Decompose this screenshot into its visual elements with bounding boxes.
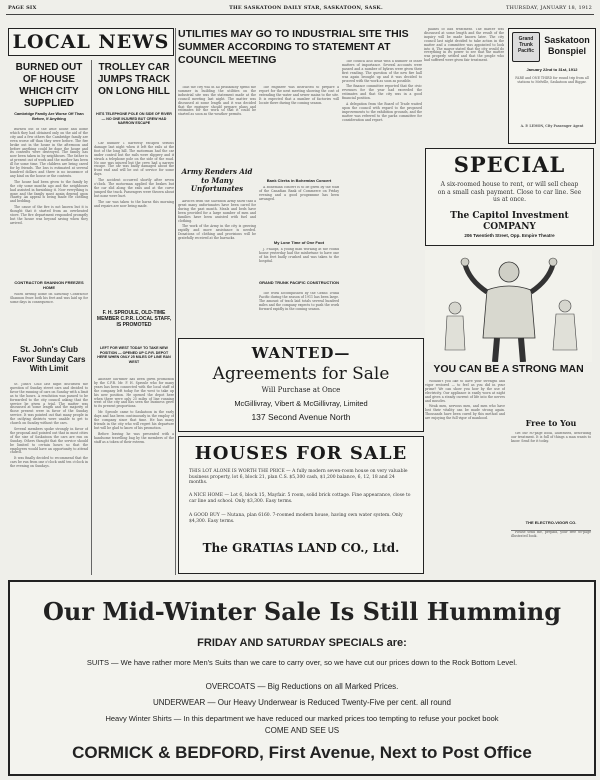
- trolley-article: Car number 1 narrowly escaped serious damage last night when it left the rails at the foot of the long hill. The motorman had the car under control but the rails were slippery and it struck a telephone pole on the side of the road. No one was injured but the crew had a narrow escape. The car was badly damaged about the front end and will be out of service for some days. The accident occurred shortly after seven o'clock. The motorman applied the brakes but the car slid along the rails and at the curve jumped the track. Passengers were thrown about but none were hurt. The car was taken to the barns this morning and repairs are now being made.: [94, 142, 174, 208]
- strong-man-title: YOU CAN BE A STRONG MAN: [433, 363, 584, 375]
- gtp-bonspiel-ad: [508, 28, 596, 144]
- wanted-line: Agreements for Sale: [212, 364, 390, 384]
- burned-subhead: Cambridge Family Are Worse Off Than Before, If Anything: [14, 112, 84, 121]
- column-five-article: The council also dealt with a number of other matters of importance. Several accounts were passed and a number of bylaws were given their first reading. The question of the new fire hall was again brought up and it was decided to proceed with the work as soon as possible. The finance committee reported that the civic revenues for the year had exceeded the estimates and that the city was in a good financial position. A delegation from the Board of Trade waited upon the council with regard to the proposed improvements to the exhibition grounds, and the matter was referred to the parks committee for consideration and report.: [342, 60, 422, 122]
- underwear-line: UNDERWEAR — Our Heavy Underwear is Reduced Twenty-Five per cent. all round: [152, 698, 452, 707]
- wanted-firm: McGillivray, Vibert & McGillivray, Limited: [234, 399, 368, 408]
- contractor-article: When driving home on Saturday Contractor Shannon froze both his feet and was laid up for some days in consequence.: [10, 293, 88, 304]
- houses-line3: A GOOD BUY — Nutana, plan 6160. 7-roomed modern house, having own water system. Only $4,300. Easy terms.: [189, 513, 403, 524]
- gtp-logo: Grand Trunk Pacific: [512, 32, 540, 62]
- bank-article: A Bohemian concert is to be given by the staff of the Canadian Bank of Commerce on Friday evening and a good programme has been arranged.: [259, 186, 339, 201]
- sproule-subhead: LEFT FOR WEST TODAY TO TAKE NEW POSITION — OPENED UP C.P.R. DEPOT HERE WHEN ONLY 25 MILES OF LINE RAN WEST: [97, 346, 171, 364]
- industrial-headline: UTILITIES MAY GO TO INDUSTRIAL SITE THIS SUMMER ACCORDING TO STATEMENT AT COUNCIL MEETING: [178, 28, 409, 66]
- houses-line2: A NICE HOME — Lot 6, block 15, Mayfair. 5 room, solid brick cottage. Fine appearance, close to car line and school. Only $3,300. Easy terms.: [189, 493, 411, 504]
- special-address: 206 Twentieth Street, Opp. Empire Theatre: [464, 233, 555, 238]
- wanted-title: WANTED—: [251, 344, 351, 362]
- wanted-ad: [178, 338, 424, 432]
- contractor-headline: CONTRACTOR SHANNON FREEZES HOME: [14, 280, 84, 290]
- burned-article: Burned out of the little house and home which they had obtained only on the aid of the city and a few others the Cambridge family are even worse off than they were before. The fire broke out in the house in the afternoon and before anything could be done the house and its contents were destroyed. The family has now been taken in by neighbours. The father is at present out of work and the mother has been ill for some time. The children are being cared for by friends. The loss is estimated at several hundred dollars and there is no insurance of any kind on the house or the contents. The house had been given to the family by the city some months ago and the neighbours had assisted in furnishing it. Now everything is gone and the family must again depend upon charity. An appeal is being made for clothing and bedding. The cause of the fire is not known but it is thought that it started from an overheated stove. The fire department responded promptly but the house was beyond saving when they arrived.: [10, 128, 88, 225]
- wanted-purchase: Will Purchase at Once: [261, 386, 341, 394]
- special-line: A six-roomed house to rent, or will sell cheap on a small cash payment. Close to car line. See us at once.: [437, 181, 582, 203]
- houses-line1: THIS LOT ALONE IS WORTH THE PRICE — A fully modern seven-room house on very valuable business property, lot 6, block 21, plan C.S. $5,300 cash, $1,200 balance, 6, 12, 18 and 24 months.: [189, 469, 408, 486]
- trolley-headline: TROLLEY CAR JUMPS TRACK ON LONG HILL: [97, 62, 171, 97]
- stjohn-headline: St. John's Club Favor Sunday Cars With Limit: [12, 345, 86, 373]
- masthead: THE SASKATOON DAILY STAR, SASKATOON, SASK.: [229, 5, 383, 11]
- cormick-bedford-ad: [8, 580, 596, 776]
- gtp-fare: FARE and ONE THIRD for round trip from all stations to Melville, Saskatoon and Biggar.: [515, 76, 589, 84]
- grand-headline: GRAND TRUNK PACIFIC CONSTRUCTION: [259, 280, 339, 285]
- industrial-article: That the city will in all probability spend the summer in building the utilities on the industrial site was the statement made at the council meeting last night. The matter was discussed at some length and it was decided that the engineer should prepare plans and estimates for the work so that it could be started as soon as the weather permits.: [178, 86, 256, 117]
- gtp-dates: January 22nd to 31st, 1912: [526, 67, 578, 72]
- local-news-banner: LOCAL NEWS: [8, 28, 174, 56]
- strong-man-illustration: [425, 250, 592, 362]
- special-ad: [425, 148, 594, 246]
- houses-title: HOUSES FOR SALE: [194, 443, 408, 464]
- right-article: plaints of bad treatment. The matter was discussed at some length and the result of the inquiry will be made known later. The city council last night decided to take action in the matter and a committee was appointed to look into it. The mayor stated that the city would do everything in its power to see that the matter was properly settled and that the people who had suffered were given fair treatment.: [424, 28, 504, 63]
- burned-headline: BURNED OUT OF HOUSE WHICH CITY SUPPLIED: [15, 62, 83, 109]
- special-company: The Capitol Investment COMPANY: [450, 211, 569, 232]
- sale-headline: Our Mid-Winter Sale Is Still Humming: [42, 597, 562, 626]
- issue-date: THURSDAY, JANUARY 18, 1912: [506, 5, 592, 11]
- houses-company: The GRATIAS LAND CO., Ltd.: [202, 541, 400, 555]
- bank-headline: Bank Clerks in Bohemian Concert: [266, 178, 332, 183]
- army-headline: Army Renders Aid to Many Unfortunates: [181, 167, 253, 193]
- grand-article: The work accomplished by the Grand Trunk Pacific during the season of 1911 has been large. The amount of track laid totals several hundred miles and the company expects to push the work forward rapidly in the coming season.: [259, 292, 339, 311]
- column-rule: [91, 60, 92, 575]
- coupon: Please send me, prepaid, your free 80-page illustrated book.: [511, 530, 591, 571]
- store-name: CORMICK & BEDFORD, First Avenue, Next to Post Office: [72, 743, 532, 762]
- gtp-agent: A. P. LEMON, City Passenger Agent: [520, 124, 584, 128]
- army-article: Advices from the Salvation Army show that a great many unfortunates have been cared for during the past month. Meals and beds have been provided for a large number of men and families have been assisted with fuel and clothing. The work of the Army in the city is growing rapidly and more assistance is needed. Donations of clothing and provisions will be gratefully received at the barracks.: [178, 200, 256, 241]
- strong-man-body: Wouldn't you like to have your strength and vigor restored — to feel as you did in your prime? We can show you how by the use of electricity. Our appliance is easily worn at night and gives a steady current of life into the nerves and muscles. Weak men, nervous men, and men who have lost their vitality can be made strong again. Thousands have been cured by this method and are enjoying the full vigor of manhood.: [425, 380, 505, 421]
- page-header: [6, 4, 594, 15]
- sproule-headline: F. H. SPROULE, OLD-TIME MEMBER C.P.R. LOCAL STAFF, IS PROMOTED: [96, 310, 172, 329]
- sproule-article: Another old-timer has been given promotion by the C.P.R. Mr. F. H. Sproule who for many years has been connected with the local staff of the company left today for the west to take up his new position. He opened the depot here when there were only 25 miles of line running west of the city and has seen the business grow to its present proportions. Mr. Sproule came to Saskatoon in the early days and has been continuously in the employ of the company since that time. He has many friends in the city who will regret his departure but will be glad to know of his promotion. Before leaving he was presented with a handsome travelling bag by the members of the staff as a token of their esteem.: [94, 378, 174, 444]
- come-and-see-us: COME AND SEE US: [264, 726, 340, 735]
- free-to-you: Free to You: [525, 418, 577, 428]
- wanted-address: 137 Second Avenue North: [251, 412, 351, 422]
- myth-article: J. Phillips, a young man working at the round house yesterday had the misfortune to have one of his feet badly crushed and was taken to the hospital.: [259, 248, 339, 263]
- specials-line: FRIDAY AND SATURDAY SPECIALS are:: [197, 637, 407, 649]
- special-title: SPECIAL: [453, 152, 566, 177]
- trolley-subhead: HITS TELEPHONE POLE ON SIDE OF RIVER — NO ONE INJURED BUT CREW HAD NARROW ESCAPE: [96, 112, 172, 126]
- suits-line: SUITS — We have rather more Men's Suits than we care to carry over, so we have cut our prices down to the Rock Bottom Level.: [86, 658, 518, 667]
- free-body: Get our 80-page book, illustrated, describing our treatment. It is full of things a man wants to know. Send for it today.: [511, 432, 591, 443]
- myth-headline: My Lone Time of One Foot: [273, 240, 325, 245]
- strong-man-ad: [425, 250, 592, 576]
- overcoats-line: OVERCOATS — Big Reductions on all Marked Prices.: [205, 682, 399, 691]
- industrial-article-cont: The engineer was instructed to prepare a report for the next meeting showing the cost of extending the water and sewer mains to the site. It is expected that a number of factories will locate there during the coming season.: [259, 86, 339, 105]
- electro-vigor-company: THE ELECTRO-VIGOR CO.: [525, 520, 577, 525]
- column-rule: [175, 28, 176, 575]
- stjohn-article: St. John's Club last night discussed the question of Sunday street cars and decided to favor the running of cars on Sunday with a limit as to the hours. A resolution was passed to be forwarded to the city council asking that the service be given a trial. The matter was discussed at some length and the majority of those present were in favor of the Sunday service. It was pointed out that many people in the outlying districts were unable to get to church on Sunday without the cars. Several members spoke strongly in favor of the proposal and pointed out that in most cities of the size of Saskatoon the cars are run on Sunday. Others thought that the service should be limited to certain hours so that the employees would have an opportunity to attend church. It was finally decided to recommend that the cars be run from one o'clock until ten o'clock in the evening on Sundays.: [10, 383, 88, 469]
- gtp-bonspiel-title: Saskatoon Bonspiel: [544, 35, 590, 56]
- shirts-line: Heavy Winter Shirts — In this department we have reduced our marked prices too tempting to refuse your pocket book: [105, 714, 499, 723]
- houses-ad: [178, 436, 424, 574]
- page-number: PAGE SIX: [8, 5, 37, 11]
